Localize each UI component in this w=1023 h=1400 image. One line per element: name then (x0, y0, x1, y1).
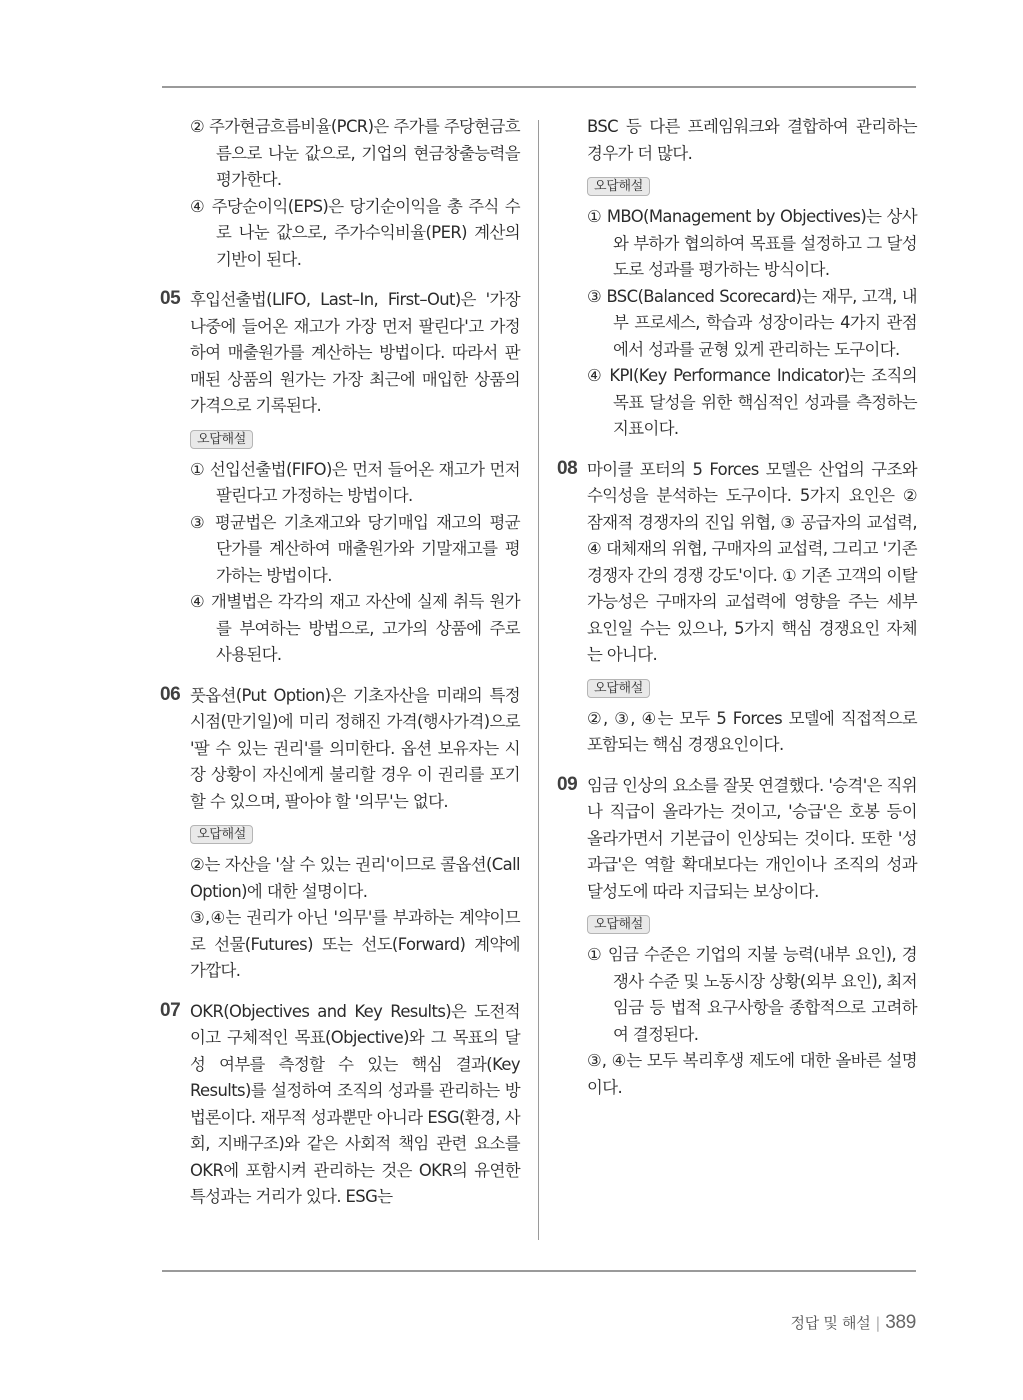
wrong-answer-badge: 오답해설 (190, 825, 253, 844)
question-08 (557, 457, 917, 759)
column-divider (538, 120, 539, 1240)
explanation-paragraph: ③, ④는 모두 복리후생 제도에 대한 올바른 설명이다. (587, 1051, 917, 1097)
right-column (557, 114, 917, 1101)
question-07-continued: BSC 등 다른 프레임워크와 결합하여 관리하는 경우가 더 많다. (587, 117, 917, 163)
question-05 (160, 287, 520, 669)
question-number: 09 (557, 773, 578, 795)
footer-section-label: 정답 및 해설 (790, 1314, 871, 1332)
question-06 (160, 683, 520, 985)
bottom-rule (162, 1270, 916, 1272)
explanation-paragraph: ②, ③, ④는 모두 5 Forces 모델에 직접적으로 포함되는 핵심 경쟁요인이다. (587, 708, 917, 754)
wrong-answer-badge: 오답해설 (587, 177, 650, 196)
explanation-item: ① 선입선출법(FIFO)은 먼저 들어온 재고가 먼저 팔린다고 가정하는 방법이다. (190, 459, 520, 505)
question-number: 08 (557, 457, 578, 479)
question-07 (160, 999, 520, 1211)
explanation-item: ④ KPI(Key Performance Indicator)는 조직의 목표 달성을 위한 핵심적인 성과를 측정하는 지표이다. (587, 366, 917, 438)
explanation-item: ① 임금 수준은 기업의 지불 능력(내부 요인), 경쟁사 수준 및 노동시장 상황(외부 요인), 최저임금 등 법적 요구사항을 종합적으로 고려하여 결정된다. (587, 945, 917, 1044)
explanation-item: ③ 평균법은 기초재고와 당기매입 재고의 평균 단가를 계산하여 매출원가와 기말재고를 평가하는 방법이다. (190, 512, 520, 585)
question-explanation: 마이클 포터의 5 Forces 모델은 산업의 구조와 수익성을 분석하는 도구이다. 5가지 요인은 ② 잠재적 경쟁자의 진입 위협, ③ 공급자의 교섭력, ④ 대체재의 위협, 구매자의 교섭력, 그리고 '기존 경쟁자 간의 경쟁 강도'이다. ① 기존 고객의 이탈 가능성은 구매자의 교섭력에 영향을 주는 세부 요인일 수는 있으나, 5가지 핵심 경쟁요인 자체는 아니다. (587, 459, 917, 664)
explanation-paragraph: ②는 자산을 '살 수 있는 권리'이므로 콜옵션(Call Option)에 대한 설명이다. (190, 855, 520, 901)
wrong-answer-badge: 오답해설 (190, 430, 253, 449)
page-number: 389 (885, 1312, 916, 1333)
top-rule (162, 86, 916, 88)
wrong-answer-badge: 오답해설 (587, 915, 650, 934)
question-explanation: 임금 인상의 요소를 잘못 연결했다. '승격'은 직위나 직급이 올라가는 것이고, '승급'은 호봉 등이 올라가면서 기본급이 인상되는 것이다. 또한 '성과급'은 역할 확대보다는 개인이나 조직의 성과 달성도에 따라 지급되는 보상이다. (587, 775, 917, 901)
explanation-item: ③ BSC(Balanced Scorecard)는 재무, 고객, 내부 프로세스, 학습과 성장이라는 4가지 관점에서 성과를 균형 있게 관리하는 도구이다. (587, 286, 917, 359)
explanation-item: ④ 개별법은 각각의 재고 자산에 실제 취득 원가를 부여하는 방법으로, 고가의 상품에 주로 사용된다. (190, 592, 520, 664)
question-number: 05 (160, 288, 181, 309)
explanation-item: ① MBO(Management by Objectives)는 상사와 부하가 협의하여 목표를 설정하고 그 달성도로 성과를 평가하는 방식이다. (587, 207, 917, 279)
left-column (160, 114, 520, 1211)
intro-item-2: ② 주가현금흐름비율(PCR)은 주가를 주당현금흐름으로 나눈 값으로, 기업의 현금창출능력을 평가한다. (190, 117, 520, 189)
explanation-paragraph: ③,④는 권리가 아닌 '의무'를 부과하는 계약이므로 선물(Futures) 또는 선도(Forward) 계약에 가깝다. (190, 908, 520, 980)
question-number: 07 (160, 999, 181, 1021)
question-09 (557, 773, 917, 1102)
wrong-answer-badge: 오답해설 (587, 679, 650, 698)
question-explanation: 후입선출법(LIFO, Last–In, First–Out)은 '가장 나중에 들어온 재고가 가장 먼저 팔린다'고 가정하여 매출원가를 계산하는 방법이다. 따라서 판매된 상품의 원가는 가장 최근에 매입한 상품의 가격으로 기록된다. (190, 290, 520, 415)
footer-separator: | (875, 1314, 881, 1332)
question-number: 06 (160, 683, 181, 705)
page-footer (791, 1312, 916, 1334)
intro-item-4: ④ 주당순이익(EPS)은 당기순이익을 총 주식 수로 나눈 값으로, 주가수익비율(PER) 계산의 기반이 된다. (190, 196, 520, 269)
question-explanation: 풋옵션(Put Option)은 기초자산을 미래의 특정 시점(만기일)에 미리 정해진 가격(행사가격)으로 '팔 수 있는 권리'를 의미한다. 옵션 보유자는 시장 상황이 자신에게 불리할 경우 이 권리를 포기할 수 있으며, 팔아야 할 '의무'는 없다. (190, 685, 520, 811)
question-explanation: OKR(Objectives and Key Results)은 도전적이고 구체적인 목표(Objective)와 그 목표의 달성 여부를 측정할 수 있는 핵심 결과(Key Results)를 설정하여 조직의 성과를 관리하는 방법론이다. 재무적 성과뿐만 아니라 ESG(환경, 사회, 지배구조)와 같은 사회적 책임 관련 요소를 OKR에 포함시켜 관리하는 것은 OKR의 유연한 특성과는 거리가 있다. ESG는 (190, 1001, 520, 1206)
